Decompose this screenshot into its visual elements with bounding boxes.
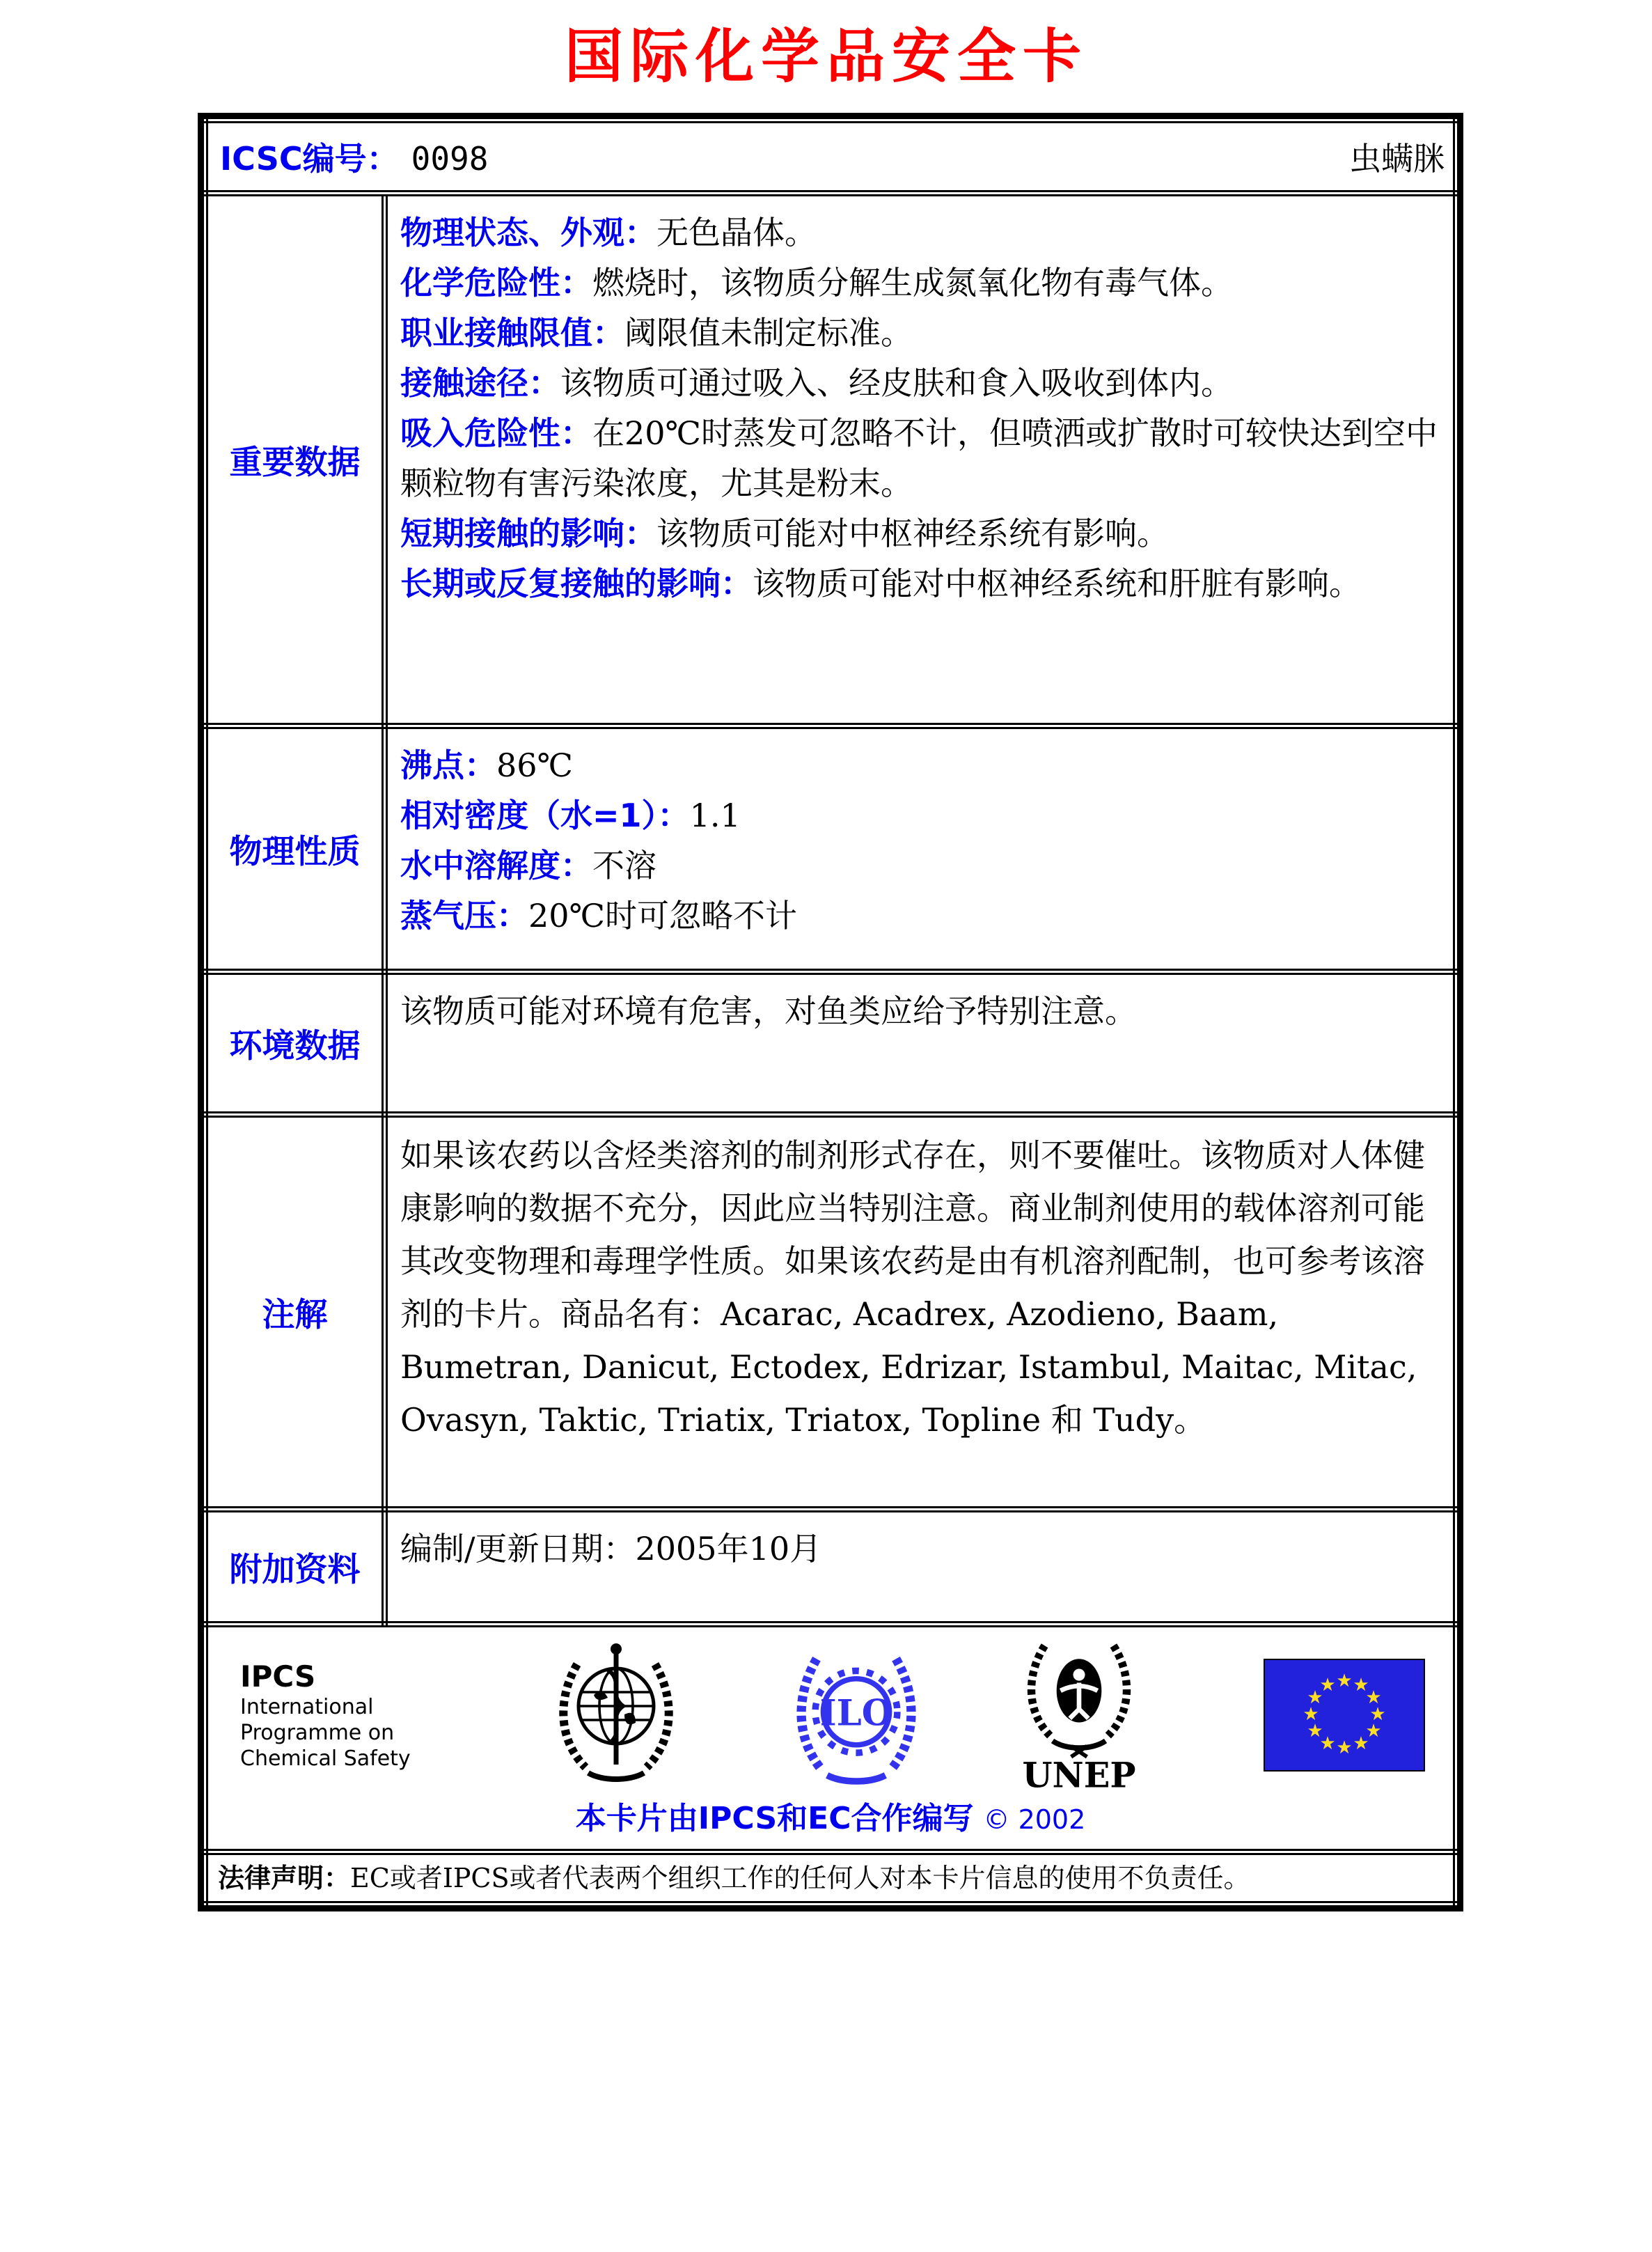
icsc-table [202,117,1459,1907]
important-data-row [205,194,1456,726]
field-row [400,840,1440,891]
icsc-number-label: ICSC编号： [220,140,399,178]
ipcs-subtitle-line3: Chemical Safety [240,1746,411,1771]
unep-logo-icon [1013,1635,1145,1795]
field-value: 在20℃时蒸发可忽略不计，但喷洒或扩散时可较快达到空中颗粒物有害污染浓度，尤其是粉末。 [400,414,1438,502]
header-row [205,120,1456,194]
field-row [400,308,1440,358]
svg-text:★: ★ [1307,1687,1323,1708]
legal-row [205,1852,1456,1905]
legal-notice-label: 法律声明： [218,1863,351,1893]
svg-text:★: ★ [1307,1721,1323,1742]
legal-notice-text: EC或者IPCS或者代表两个组织工作的任何人对本卡片信息的使用不负责任。 [350,1863,1250,1893]
who-logo-icon [546,1639,686,1791]
field-label: 蒸气压： [400,897,528,935]
section-label-physical-properties: 物理性质 [205,726,385,972]
cooperation-caption [221,1799,1440,1840]
field-label: 相对密度（水=1）： [400,797,690,834]
page-title: 国际化学品安全卡 [564,22,1088,91]
update-date-value: 2005年10月 [635,1530,822,1567]
svg-text:★: ★ [1365,1721,1382,1742]
svg-text:★: ★ [1353,1675,1369,1696]
field-label: 接触途径： [400,364,560,402]
field-value: 该物质可能对中枢神经系统和肝脏有影响。 [753,565,1361,602]
svg-text:★: ★ [1369,1704,1386,1725]
svg-text:★: ★ [1336,1671,1353,1691]
section-label-environmental-data: 环境数据 [205,972,385,1115]
notes-row [205,1115,1456,1510]
icsc-card [198,113,1463,1911]
field-label: 物理状态、外观： [400,214,656,251]
field-row [400,358,1440,408]
field-label: 水中溶解度： [400,847,592,884]
field-value: 1.1 [689,797,741,834]
field-label: 职业接触限值： [400,314,624,352]
field-value: 无色晶体。 [656,214,817,251]
update-date-label: 编制/更新日期： [400,1530,636,1567]
section-label-important-data: 重要数据 [205,194,385,726]
field-value: 86℃ [496,746,573,784]
field-row [400,740,1440,790]
ilo-logo-icon [790,1645,922,1785]
field-label: 短期接触的影响： [400,515,656,552]
additional-info-row [205,1510,1456,1625]
svg-text:★: ★ [1353,1733,1369,1754]
svg-text:★: ★ [1303,1704,1319,1725]
field-value: 该物质可能对中枢神经系统有影响。 [656,515,1169,552]
field-label: 长期或反复接触的影响： [400,565,753,602]
field-row [400,408,1440,508]
copyright-text: © 2002 [983,1804,1086,1835]
field-row [400,1524,1440,1574]
field-row [400,891,1440,941]
field-value: 阈限值未制定标准。 [624,314,913,352]
field-label: 吸入危险性： [400,414,592,452]
ipcs-text-block [240,1659,470,1772]
caption-text: 本卡片由IPCS和EC合作编写 [575,1801,974,1836]
field-row [400,258,1440,308]
eu-flag-icon [1264,1659,1425,1772]
section-label-additional-info: 附加资料 [205,1510,385,1625]
notes-text: 如果该农药以含烃类溶剂的制剂形式存在，则不要催吐。该物质对人体健康影响的数据不充分，因此应当特别注意。商业制剂使用的载体溶剂可能其改变物理和毒理学性质。如果该农药是由有机溶剂配制，也可参考该溶剂的卡片。商品名有：Acarac, Acadrex, Azodieno, Baam, Bumetran, Danicut, Ectodex, Edrizar, Istambul, Maitac, Mitac, Ovasyn, Taktic, Triatix, Triatox, Topline 和 Tudy。 [400,1136,1425,1439]
svg-text:★: ★ [1336,1737,1353,1758]
icsc-number-group [220,134,488,180]
field-row [400,558,1440,609]
field-row [400,208,1440,258]
ipcs-acronym: IPCS [240,1659,316,1694]
field-value: 该物质可通过吸入、经皮肤和食入吸收到体内。 [560,364,1233,402]
environmental-data-row [205,972,1456,1115]
field-row [400,508,1440,558]
section-label-notes: 注解 [205,1115,385,1510]
logos-row [205,1625,1456,1852]
ipcs-subtitle-line2: Programme on [240,1720,395,1745]
svg-text:★: ★ [1319,1675,1336,1696]
svg-text:★: ★ [1365,1687,1382,1708]
field-label: 沸点： [400,746,496,784]
svg-text:★: ★ [1319,1733,1336,1754]
chemical-name: 虫螨脒 [1349,140,1445,178]
field-label: 化学危险性： [400,264,592,302]
field-value: 不溶 [592,847,656,884]
field-row [400,790,1440,840]
icsc-number-value: 0098 [411,140,489,178]
ilo-letters: ILO [819,1692,893,1735]
field-value: 20℃时可忽略不计 [528,897,797,935]
environmental-data-text: 该物质可能对环境有危害，对鱼类应给予特别注意。 [400,992,1137,1030]
unep-label: UNEP [1022,1755,1136,1795]
physical-properties-row [205,726,1456,972]
ipcs-subtitle-line1: International [240,1694,374,1719]
field-value: 燃烧时，该物质分解生成氮氧化物有毒气体。 [592,264,1233,302]
